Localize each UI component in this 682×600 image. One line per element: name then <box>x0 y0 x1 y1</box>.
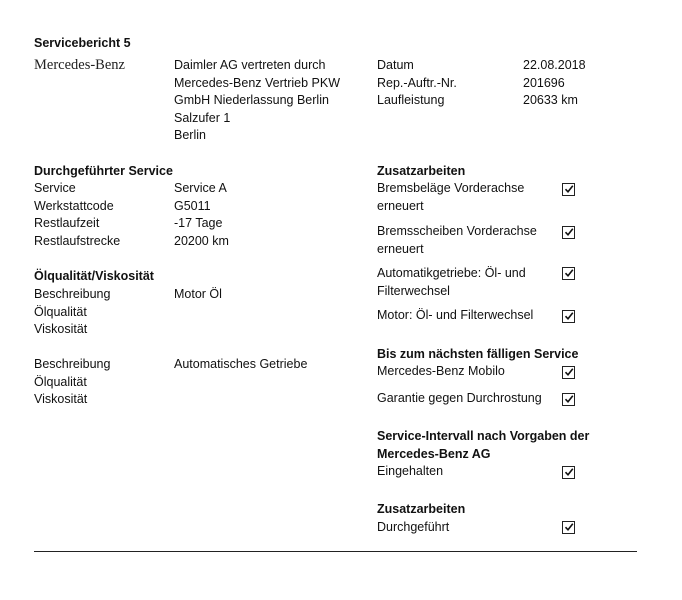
interval-item-line: Eingehalten <box>377 464 444 478</box>
service-value: Service A <box>174 181 227 195</box>
oil-value <box>174 321 222 339</box>
extra-work-item-line: Motor: Öl- und Filterwechsel <box>377 308 534 322</box>
oil-label: Ölqualität <box>34 304 87 319</box>
oil-value <box>174 374 307 392</box>
info-label-order: Rep.-Auftr.-Nr. <box>377 75 457 90</box>
oil-label: Viskosität <box>34 322 88 336</box>
service-label: Restlaufstrecke <box>34 233 121 248</box>
oil-label: Beschreibung <box>34 287 111 301</box>
until-next-heading: Bis zum nächsten fälligen Service <box>377 347 579 361</box>
oil-value: Automatisches Getriebe <box>174 357 308 371</box>
oil-group-1-values <box>174 286 222 339</box>
oil-value: Motor Öl <box>174 287 222 301</box>
service-labels <box>34 180 120 250</box>
service-label: Werkstattcode <box>34 198 114 213</box>
service-value: -17 Tage <box>174 216 223 230</box>
service-label: Restlaufzeit <box>34 216 100 230</box>
interval-heading-line: Mercedes-Benz AG <box>377 446 491 461</box>
oil-group-2-labels <box>34 356 110 409</box>
until-next-item <box>377 363 505 381</box>
service-label: Service <box>34 181 76 195</box>
oil-value <box>174 391 307 409</box>
extra-work-item <box>377 180 524 215</box>
oil-group-2-values <box>174 356 307 409</box>
info-value-order: 201696 <box>523 75 565 90</box>
additional-item <box>377 519 449 537</box>
extra-work-item-line: Bremsscheiben Vorderachse <box>377 224 537 238</box>
extra-work-heading: Zusatzarbeiten <box>377 164 466 178</box>
dealer-line: Daimler AG vertreten durch <box>174 58 326 72</box>
extra-work-item-line: erneuert <box>377 241 424 256</box>
checkbox-checked-icon[interactable] <box>562 226 575 239</box>
checkbox-checked-icon[interactable] <box>562 267 575 280</box>
checkbox-checked-icon[interactable] <box>562 366 575 379</box>
dealer-line: Salzufer 1 <box>174 110 231 125</box>
dealer-line: Mercedes-Benz Vertrieb PKW <box>174 75 341 90</box>
service-value: 20200 km <box>174 233 229 248</box>
brand-logo-text: Mercedes-Benz <box>34 57 125 73</box>
info-label-datum: Datum <box>377 58 414 72</box>
service-value: G5011 <box>174 198 211 213</box>
interval-heading <box>377 428 589 463</box>
info-value-mileage: 20633 km <box>523 93 578 107</box>
info-label-mileage: Laufleistung <box>377 93 445 107</box>
extra-work-item <box>377 265 526 300</box>
checkbox-checked-icon[interactable] <box>562 521 575 534</box>
until-next-item-line: Mercedes-Benz Mobilo <box>377 364 505 378</box>
oil-group-1-labels <box>34 286 110 339</box>
extra-work-item-line: Bremsbeläge Vorderachse <box>377 181 525 195</box>
info-value-datum: 22.08.2018 <box>523 58 586 72</box>
until-next-item <box>377 390 542 408</box>
bottom-divider <box>34 551 637 552</box>
interval-heading-line: Service-Intervall nach Vorgaben der <box>377 429 590 443</box>
checkbox-checked-icon[interactable] <box>562 183 575 196</box>
service-values <box>174 180 229 250</box>
info-values <box>523 57 586 110</box>
extra-work-item-line: erneuert <box>377 198 424 213</box>
checkbox-checked-icon[interactable] <box>562 393 575 406</box>
dealer-line: Berlin <box>174 128 206 142</box>
dealer-line: GmbH Niederlassung Berlin <box>174 93 329 107</box>
oil-value <box>174 304 222 322</box>
checkbox-checked-icon[interactable] <box>562 466 575 479</box>
report-title: Servicebericht 5 <box>34 36 131 50</box>
extra-work-item-line: Filterwechsel <box>377 283 450 298</box>
additional-item-line: Durchgeführt <box>377 520 450 534</box>
extra-work-item <box>377 223 537 258</box>
interval-item <box>377 463 443 481</box>
extra-work-item <box>377 307 533 325</box>
additional-heading: Zusatzarbeiten <box>377 502 466 516</box>
dealer-address <box>174 57 340 145</box>
info-labels <box>377 57 457 110</box>
oil-label: Beschreibung <box>34 357 111 371</box>
oil-heading: Ölqualität/Viskosität <box>34 269 154 283</box>
service-heading: Durchgeführter Service <box>34 164 173 178</box>
oil-label: Ölqualität <box>34 374 87 389</box>
oil-label: Viskosität <box>34 392 88 406</box>
checkbox-checked-icon[interactable] <box>562 310 575 323</box>
until-next-item-line: Garantie gegen Durchrostung <box>377 391 542 405</box>
extra-work-item-line: Automatikgetriebe: Öl- und <box>377 266 526 280</box>
